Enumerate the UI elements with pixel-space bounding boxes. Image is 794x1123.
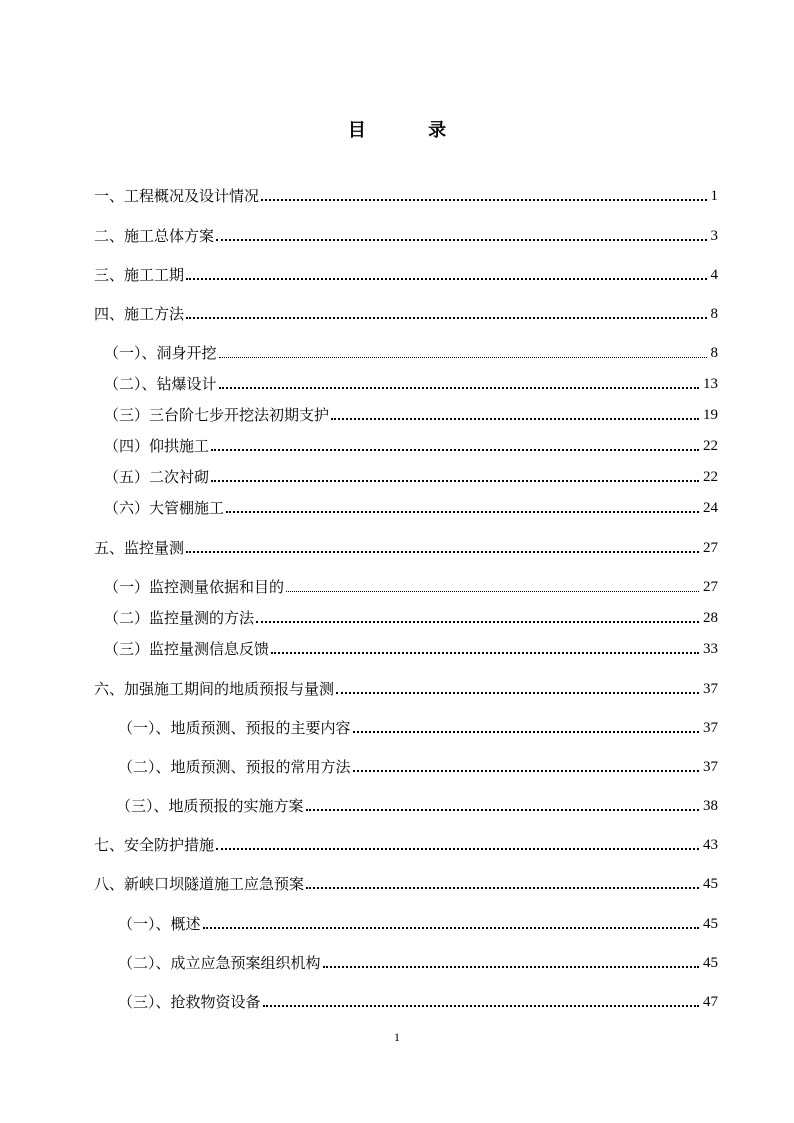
toc-entry-label: （一）、地质预测、预报的主要内容 <box>118 719 351 737</box>
toc-entry-label: 一、工程概况及设计情况 <box>94 187 260 205</box>
toc-entry-page: 37 <box>703 681 718 697</box>
toc-entry[interactable] <box>104 606 718 628</box>
toc-entry[interactable] <box>118 755 718 777</box>
page-number-footer: 1 <box>394 1030 400 1044</box>
toc-entry-label: 七、安全防护措施 <box>94 836 215 854</box>
dot-leader <box>219 357 707 358</box>
toc-entry[interactable] <box>94 224 718 246</box>
dot-leader <box>226 511 699 513</box>
toc-entry-page: 22 <box>703 469 718 485</box>
dot-leader <box>286 591 699 592</box>
toc-entry-label: （二）、地质预测、预报的常用方法 <box>118 758 351 776</box>
toc-entry-page: 38 <box>703 798 718 814</box>
toc-entry-page: 47 <box>703 994 718 1010</box>
dot-leader <box>216 848 699 850</box>
toc-entry[interactable] <box>104 465 718 487</box>
dot-leader <box>216 239 706 241</box>
toc-entry[interactable] <box>104 341 718 363</box>
toc-entry-page: 13 <box>703 376 718 392</box>
toc-entry-label: 五、监控量测 <box>94 539 185 557</box>
toc-entry-label: （三）、地质预报的实施方案 <box>116 797 304 815</box>
toc-entry-page: 27 <box>703 540 718 556</box>
dot-leader <box>186 317 706 319</box>
dot-leader <box>323 966 699 968</box>
toc-entry[interactable] <box>104 496 718 518</box>
toc-entry[interactable] <box>94 677 718 699</box>
toc-entry-label: （五）二次衬砌 <box>104 468 210 486</box>
toc-entry[interactable] <box>94 833 718 855</box>
toc-entry-label: （一）监控测量依据和目的 <box>104 578 285 596</box>
toc-entry[interactable] <box>118 990 718 1012</box>
dot-leader <box>256 621 699 623</box>
toc-entry[interactable] <box>94 302 718 324</box>
dot-leader <box>271 652 699 654</box>
toc-entry-label: （二）、钻爆设计 <box>104 375 217 393</box>
dot-leader <box>219 387 699 389</box>
toc-entry[interactable] <box>94 184 718 206</box>
dot-leader <box>306 887 699 889</box>
toc-entry-page: 19 <box>703 407 718 423</box>
toc-entry[interactable] <box>118 716 718 738</box>
toc-entry-label: （四）仰拱施工 <box>104 437 210 455</box>
toc-entry-page: 28 <box>703 610 718 626</box>
toc-entry-label: 八、新峡口坝隧道施工应急预案 <box>94 875 305 893</box>
toc-entry-page: 8 <box>710 345 718 361</box>
toc-entry-page: 24 <box>703 500 718 516</box>
toc-entry[interactable] <box>104 575 718 597</box>
dot-leader <box>263 1005 699 1007</box>
toc-entry-page: 4 <box>710 267 718 283</box>
toc-title: 目 录 <box>347 120 475 141</box>
toc-entry-label: （三）监控量测信息反馈 <box>104 640 270 658</box>
toc-entry-label: （六）大管棚施工 <box>104 499 225 517</box>
toc-entry[interactable] <box>116 794 718 816</box>
dot-leader <box>353 770 699 772</box>
toc-entry[interactable] <box>118 951 718 973</box>
dot-leader <box>331 418 699 420</box>
toc-entry[interactable] <box>94 872 718 894</box>
toc-entry-label: （三）三台阶七步开挖法初期支护 <box>104 406 330 424</box>
toc-entry[interactable] <box>104 434 718 456</box>
toc-entry-page: 45 <box>703 955 718 971</box>
toc-entry-page: 33 <box>703 641 718 657</box>
dot-leader <box>261 199 706 201</box>
toc-entry[interactable] <box>94 263 718 285</box>
toc-entry-label: 六、加强施工期间的地质预报与量测 <box>94 680 335 698</box>
toc-entry-page: 45 <box>703 916 718 932</box>
toc-entry-page: 1 <box>710 188 718 204</box>
toc-entry-label: 二、施工总体方案 <box>94 227 215 245</box>
toc-entry[interactable] <box>104 403 718 425</box>
toc-entry-page: 43 <box>703 837 718 853</box>
dot-leader <box>211 480 699 482</box>
dot-leader <box>186 278 706 280</box>
toc-entry-label: 四、施工方法 <box>94 305 185 323</box>
toc-entry-label: （二）、成立应急预案组织机构 <box>118 954 321 972</box>
toc-entry[interactable] <box>104 637 718 659</box>
dot-leader <box>336 692 699 694</box>
toc-entry-page: 3 <box>710 228 718 244</box>
toc-entry-page: 27 <box>703 579 718 595</box>
dot-leader <box>306 809 699 811</box>
toc-entry-page: 37 <box>703 759 718 775</box>
toc-entry-label: 三、施工工期 <box>94 266 185 284</box>
toc-entry-label: （一）、概述 <box>118 915 201 933</box>
toc-entry-label: （一）、洞身开挖 <box>104 344 217 362</box>
toc-entry-page: 37 <box>703 720 718 736</box>
toc-entry[interactable] <box>104 372 718 394</box>
dot-leader <box>211 449 699 451</box>
dot-leader <box>353 731 699 733</box>
toc-entry-page: 22 <box>703 438 718 454</box>
toc-entry-label: （三）、抢救物资设备 <box>118 993 261 1011</box>
toc-entry-page: 8 <box>710 306 718 322</box>
toc-entry-page: 45 <box>703 876 718 892</box>
dot-leader <box>186 551 699 553</box>
toc-entry[interactable] <box>118 912 718 934</box>
dot-leader <box>203 927 699 929</box>
toc-entry[interactable] <box>94 536 718 558</box>
toc-entry-label: （二）监控量测的方法 <box>104 609 255 627</box>
